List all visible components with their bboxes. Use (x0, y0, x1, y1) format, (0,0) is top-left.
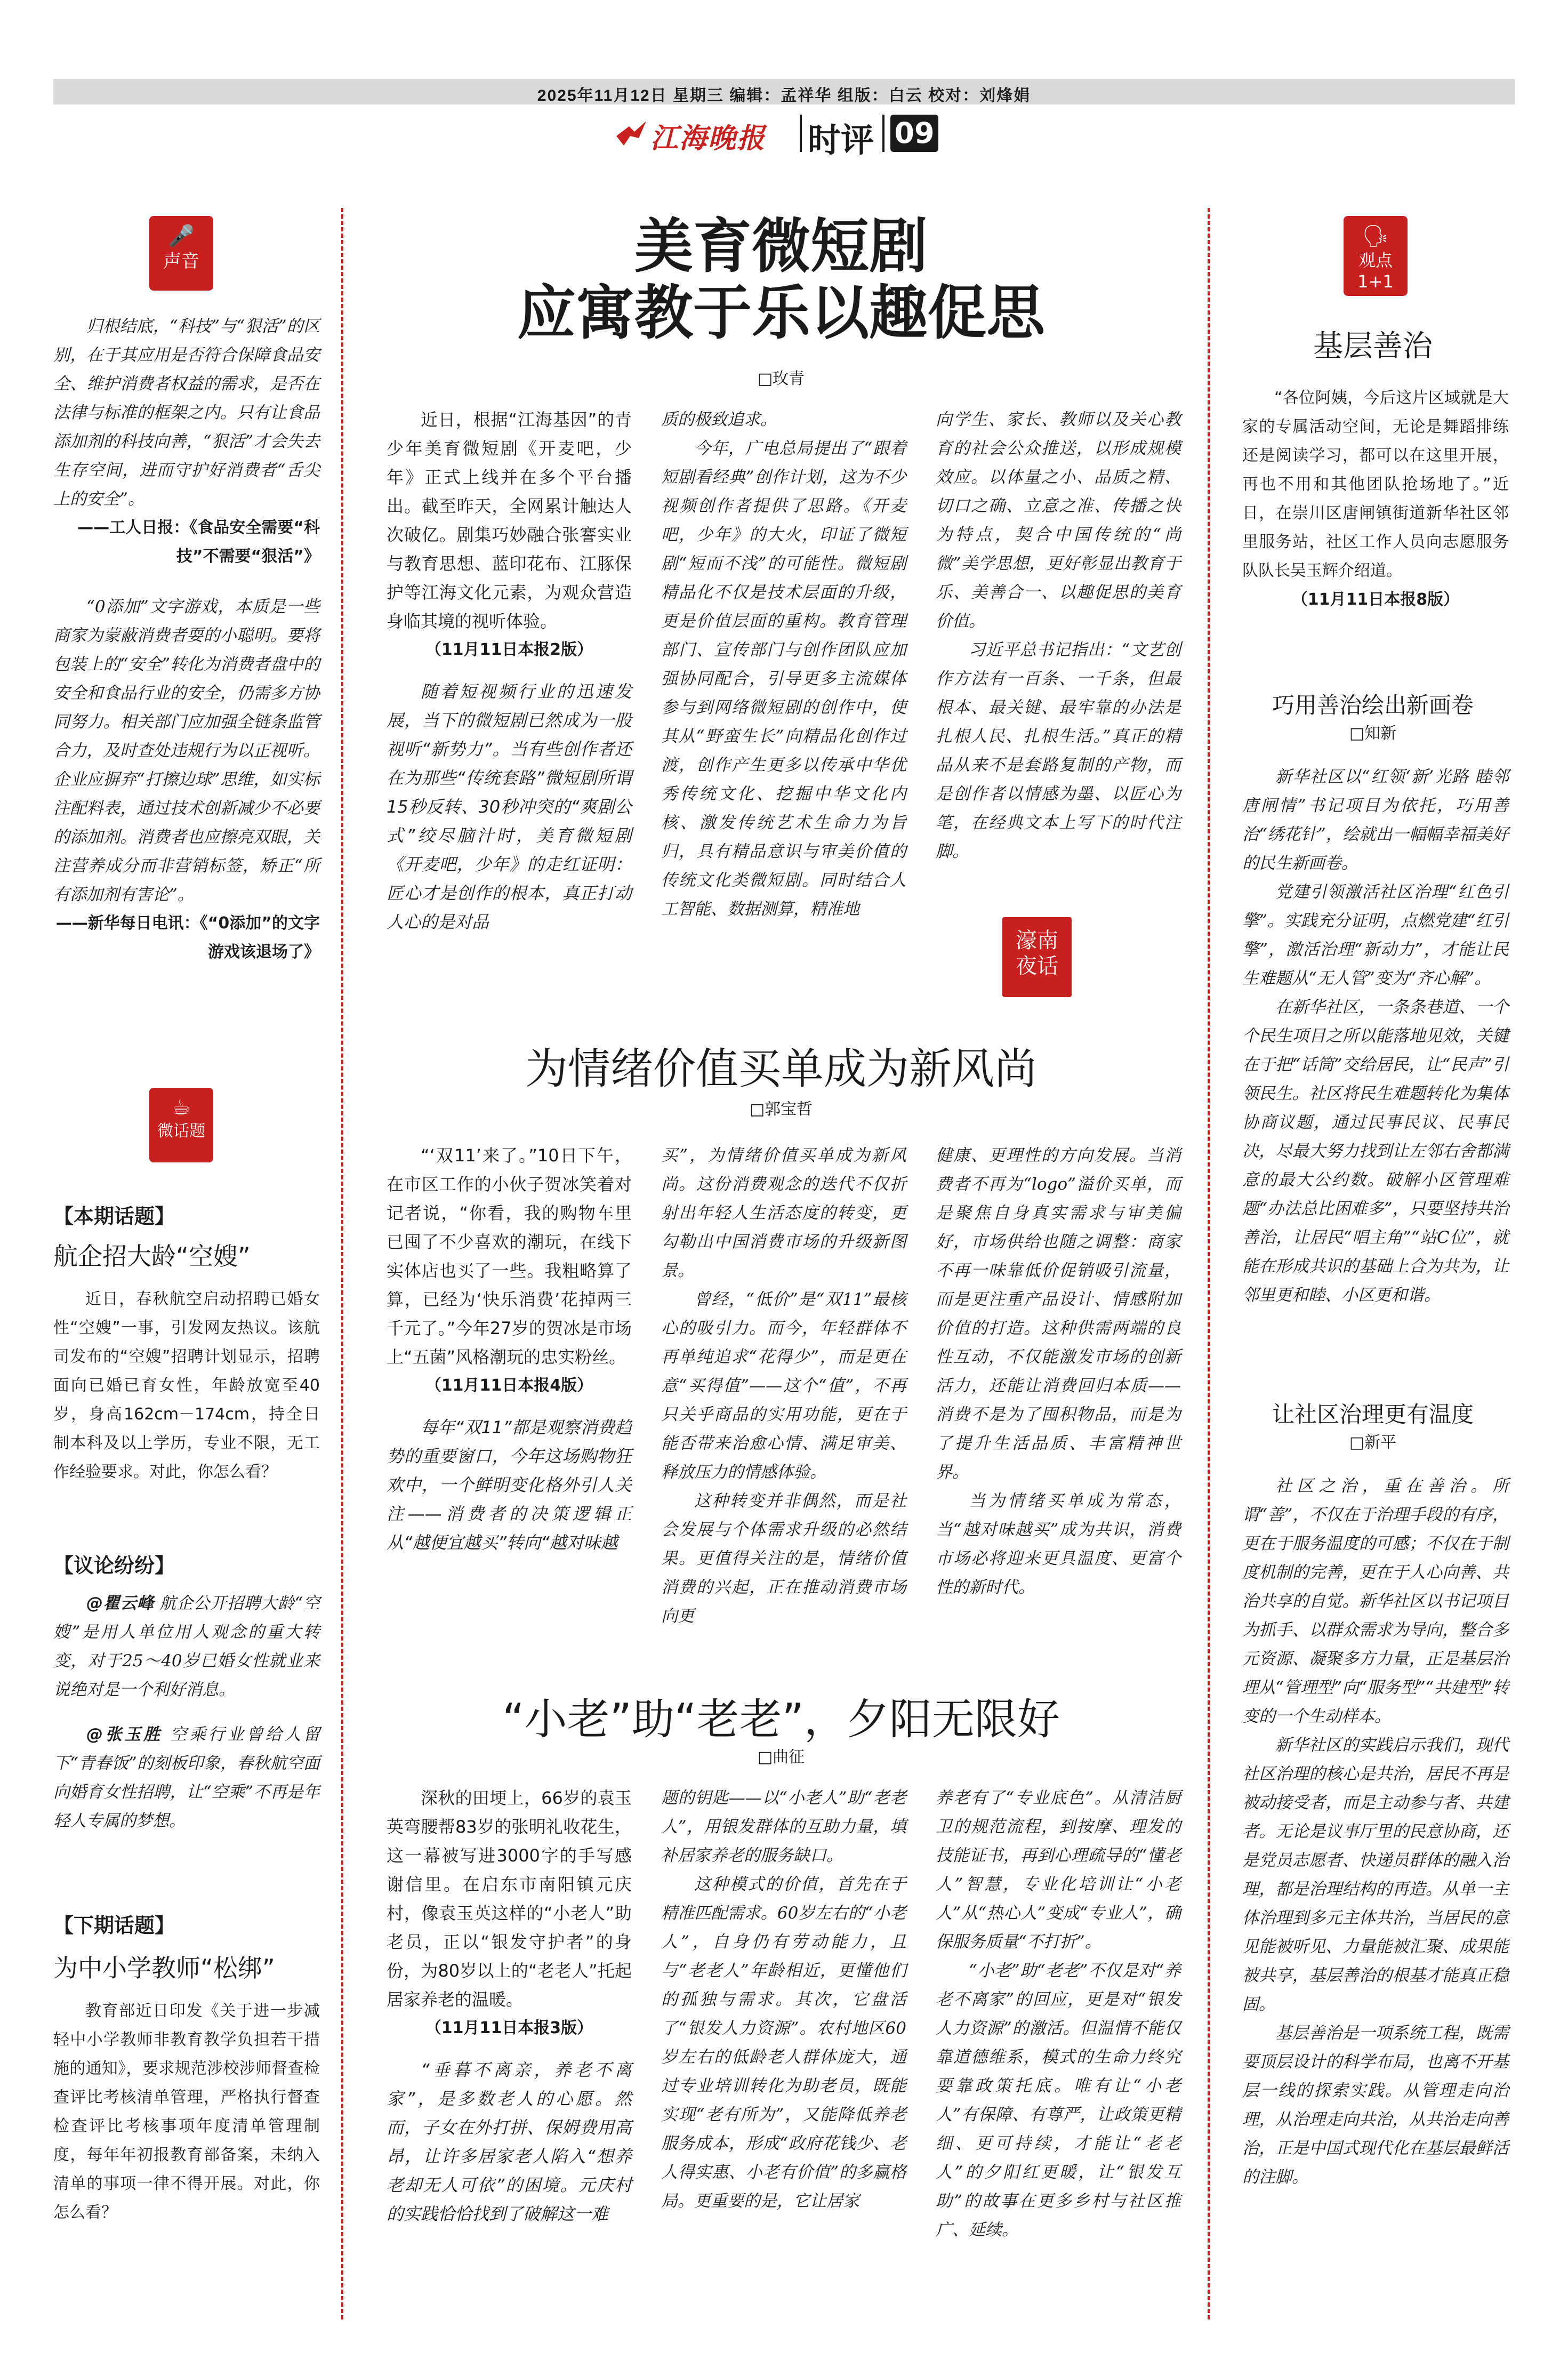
next-topic-label: 【下期话题】 (53, 1914, 175, 1937)
voice-source: ——新华每日电讯：《“0添加”的文字游戏该退场了》 (55, 914, 320, 961)
discussion-label: 【议论纷纷】 (53, 1554, 175, 1577)
viewpoint-badge: 🗣 观点 1+1 (1344, 216, 1408, 296)
masthead (613, 109, 960, 157)
article3-ref: （11月11日本报3版） (425, 2019, 593, 2037)
article3-byline: □曲征 (757, 1748, 805, 1767)
essay2-byline: □新平 (1349, 1433, 1397, 1452)
article2-byline: □郭宝哲 (749, 1100, 813, 1119)
discussion-comments (53, 1589, 320, 1835)
article1-col3: 向学生、家长、教师以及关心教育的社会公众推送，以形成规模效应。以体量之小、品质之精、切口之确、立意之准、传播之快为特点，契合中国传统的“尚微”美学思想，更好彰显出教育于乐、美善合一、以趣促思的美育价值。 习近平总书记指出：“文艺创作方法有一百条、一千条，但最根本、最关键、最牢靠的办法是扎根人民、扎根生活。”真正的精品从来不是套路复制的产物，而是创作者以情感为墨、以匠心为笔，在经典文本上写下的时代注脚。 (936, 410, 1181, 861)
comment-text: 空乘行业曾给人留下“青春饭”的刻板印象，春秋航空面向婚育女性招聘，让“空乘”不再是年轻人专属的梦想。 (53, 1725, 320, 1831)
voice-quote: “0添加”文字游戏，本质是一些商家为蒙蔽消费者耍的小聪明。要将包装上的“安全”转化为消费者盘中的安全和食品行业的安全，仍需多方协同努力。相关部门应加强全链条监管合力，及时查处违规行为以正视听。企业应摒弃“打擦边球”思维，如实标注配料表，通过技术创新减少不必要的添加剂。消费者也应擦亮双眼，关注营养成分而非营销标签，矫正“所有添加剂有害论”。 (53, 597, 320, 904)
next-topic-body: 教育部近日印发《关于进一步减轻中小学教师非教育教学负担若干措施的通知》，要求规范涉校涉师督查检查评比考核清单管理，严格执行督查检查评比考核事项年度清单管理制度，每年年初报教育部备案，未纳入清单的事项一律不得开展。对此，你怎么看？ (53, 2002, 320, 2222)
page-number: 09 (890, 115, 938, 152)
article2-col2: 买”，为情绪价值买单成为新风尚。这份消费观念的迭代不仅折射出年轻人生活态度的转变，更勾勒出中国消费市场的升级新图景。 曾经，“低价”是“双11”最核心的吸引力。而今，年轻群体不再单纯追求“花得少”，而是更在意“买得值”——这个“值”，不再只关乎商品的实用功能，更在于能否带来治愈心情、满足审美、释放压力的情感体验。 这种转变并非偶然，而是社会发展与个体需求升级的必然结果。更值得关注的是，情绪价值消费的兴起，正在推动消费市场向更 (661, 1146, 906, 1626)
article2-ref: （11月11日本报4版） (425, 1376, 593, 1395)
article3-col3: 养老有了“专业底色”。从清洁厨卫的规范流程，到按摩、理发的技能证书，再到心理疏导的“懂老人”智慧，专业化培训让“小老人”从“热心人”变成“专业人”，确保服务质量“不打折”。 “小老”助“老老”不仅是对“养老不离家”的回应，更是对“银发人力资源”的激活。但温情不能仅靠道德维系，模式的生命力终究要靠政策托底。唯有让“小老人”有保障、有尊严，让政策更精细、更可持续，才能让“老老人”的夕阳红更暖，让“银发互助”的故事在更多乡村与社区推广、延续。 (936, 1788, 1181, 2239)
coffee-cup-icon: ☕ (172, 1095, 191, 1120)
article3-title: “小老”助“老老”，夕阳无限好 (502, 1695, 1060, 1744)
article1-title: 美育微短剧 应寓教于乐以趣促思 (517, 212, 1045, 347)
article3-col1: 深秋的田埂上，66岁的袁玉英弯腰帮83岁的张明礼收花生，这一幕被写进3000字的手写感谢信里。在启东市南阳镇元庆村，像袁玉英这样的“小老人”助老员，正以“银发守护者”的身份，为80岁以上的“老老人”托起居家养老的温暖。 （11月11日本报3版） “垂暮不离亲，养老不离家”，是多数老人的心愿。然而，子女在外打拼、保姆费用高昂，让许多居家老人陷入“想养老却无人可依”的困境。元庆村的实践恰恰找到了破解这一难 (387, 1788, 632, 2224)
essay1-body: 新华社区以“红领‘新’光路 睦邻唐闸情”书记项目为依托，巧用善治“绣花针”，绘就出一幅幅幸福美好的民生新画卷。 党建引领激活社区治理“红色引擎”。实践充分证明，点燃党建“红引擎”，激活治理“新动力”，才能让民生难题从“无人管”变为“齐心解”。 在新华社区，一条条巷道、一个个民生项目之所以能落地见效，关键在于把“话筒”交给居民，让“民声”引领民生。社区将民生难题转化为集体协商议题，通过民事民议、民事民决，尽最大努力找到让左邻右舍都满意的最大公约数。破解小区管理难题“办法总比困难多”，只要坚持共治善治，让居民“唱主角”“站C位”，就能在形成共识的基础上合为共为，让邻里更和睦、小区更和谐。 (1242, 767, 1509, 1305)
right-intro-ref: （11月11日本报8版） (1291, 590, 1460, 609)
paper-name: 江海晚报 (650, 123, 766, 155)
masthead-divider (882, 115, 884, 152)
article2-title: 为情绪价值买单成为新风尚 (525, 1044, 1037, 1094)
this-topic-title: 航企招大龄“空嫂” (53, 1242, 251, 1271)
article2-col1: “‘双11’来了。”10日下午，在市区工作的小伙子贺冰笑着对记者说，“你看，我的购物车里已囤了不少喜欢的潮玩，在线下实体店也买了一些。我粗略算了算，已经为‘快乐消费’花掉两三千元了。”今年27岁的贺冰是市场上“五菌”风格潮玩的忠实粉丝。 （11月11日本报4版） 每年“双11”都是观察消费趋势的重要窗口，今年这场购物狂欢中，一个鲜明变化格外引人关注——消费者的决策逻辑正从“越便宜越买”转向“越对味越 (387, 1145, 632, 1553)
voices-section (53, 312, 320, 967)
bird-logo-icon (613, 115, 650, 152)
essay1-title: 巧用善治绘出新画卷 (1272, 692, 1474, 718)
comment-user: @瞿云峰 (86, 1594, 154, 1613)
voices-badge: 🎤 声音 (149, 216, 213, 291)
column-divider (1208, 208, 1210, 2319)
article1-col1: 近日，根据“江海基因”的青少年美育微短剧《开麦吧，少年》正式上线并在多个平台播出。截至昨天，全网累计触达人次破亿。剧集巧妙融合张謇实业与教育思想、蓝印花布、江豚保护等江海文化元素，为观众营造身临其境的视听体验。 （11月11日本报2版） 随着短视频行业的迅速发展，当下的微短剧已然成为一股视听“新势力”。当有些创作者还在为那些“传统套路”微短剧所谓15秒反转、30秒冲突的“爽剧公式”绞尽脑汁时，美育微短剧《开麦吧，少年》的走红证明：匠心才是创作的根本，真正打动人心的是对品 (387, 410, 632, 932)
this-topic-body: 近日，春秋航空启动招聘已婚女性“空嫂”一事，引发网友热议。该航司发布的“空嫂”招聘计划显示，招聘面向已婚已育女性，年龄放宽至40岁，身高162cm－174cm，持全日制本科及以上学历，专业不限，无工作经验要求。对此，你怎么看？ (53, 1290, 320, 1481)
person-icon: 🗣 (1362, 224, 1389, 248)
dateline-bar (53, 79, 1515, 105)
column-seal: 濠南 夜话 (1002, 917, 1072, 997)
essay1-byline: □知新 (1349, 724, 1397, 743)
essay2-title: 让社区治理更有温度 (1272, 1401, 1474, 1427)
article1-ref: （11月11日本报2版） (425, 640, 593, 659)
this-topic-label: 【本期话题】 (53, 1205, 175, 1228)
article1-col2: 质的极致追求。 今年，广电总局提出了“跟着短剧看经典”创作计划，这为不少视频创作者提供了思路。《开麦吧，少年》的大火，印证了微短剧“短而不浅”的可能性。微短剧精品化不仅是技术层面的升级，更是价值层面的重构。教育管理部门、宣传部门与创作团队应加强协同配合，引导更多主流媒体参与到网络微短剧的创作中，使其从“野蛮生长”向精品化创作过渡，创作产生更多以传承中华优秀传统文化、挖掘中华文化内核、激发传统艺术生命力为旨归，具有精品意识与审美价值的传统文化类微短剧。同时结合人工智能、数据测算，精准地 (661, 410, 906, 919)
essay2-body: 社区之治，重在善治。所谓“善”，不仅在于治理手段的有序，更在于服务温度的可感；不仅在于制度机制的完善，更在于人心向善、共治共享的自觉。新华社区以书记项目为抓手、以群众需求为导向，整合多元资源、凝聚多方力量，正是基层治理从“管理型”向“服务型”“共建型”转变的一个生动样本。 新华社区的实践启示我们，现代社区治理的核心是共治，居民不再是被动接受者，而是主动参与者、共建者。无论是议事厅里的民意协商，还是党员志愿者、快递员群体的融入治理，都是治理结构的再造。从单一主体治理到多元主体共治，当居民的意见能被听见、力量能被汇聚、成果能被共享，基层善治的根基才能真正稳固。 基层善治是一项系统工程，既需要顶层设计的科学布局，也离不开基层一线的探索实践。从管理走向治理，从治理走向共治，从共治走向善治，正是中国式现代化在基层最鲜活的注脚。 (1242, 1476, 1509, 2187)
dateline: 2025年11月12日 星期三 编辑：孟祥华 组版：白云 校对：刘烽娟 (537, 87, 1031, 105)
comment-text: 航企公开招聘大龄“空嫂”是用人单位用人观念的重大转变，对于25～40岁已婚女性就业来说绝对是一个利好消息。 (53, 1594, 320, 1699)
voice-source: ——工人日报：《食品安全需要“科技”不需要“狠活”》 (77, 518, 320, 566)
right-heading: 基层善治 (1313, 329, 1433, 364)
comment-user: @张玉胜 (86, 1725, 163, 1744)
column-divider (341, 208, 343, 2319)
masthead-divider (800, 115, 802, 152)
voice-quote: 归根结底，“科技”与“狠活”的区别，在于其应用是否符合保障食品安全、维护消费者权益的需求，是否在法律与标准的框架之内。只有让食品添加剂的科技向善，“狠活”才会失去生存空间，进而守护好消费者“舌尖上的安全”。 (53, 317, 320, 509)
article2-col3: 健康、更理性的方向发展。当消费者不再为“logo”溢价买单，而是聚焦自身真实需求与审美偏好，市场供给也随之调整：商家不再一味靠低价促销吸引流量，而是更注重产品设计、情感附加价值的打造。这种供需两端的良性互动，不仅能激发市场的创新活力，还能让消费回归本质——消费不是为了囤积物品，而是为了提升生活品质、丰富精神世界。 当为情绪买单成为常态，当“越对味越买”成为共识，消费市场必将迎来更具温度、更富个性的新时代。 (936, 1146, 1181, 1597)
article1-byline: □玫青 (757, 370, 805, 388)
micro-topic-badge: ☕ 微话题 (149, 1088, 213, 1162)
article3-col2: 题的钥匙——以“小老人”助“老老人”，用银发群体的互助力量，填补居家养老的服务缺口。 这种模式的价值，首先在于精准匹配需求。60岁左右的“小老人”，自身仍有劳动能力，且与“老老人”年龄相近，更懂他们的孤独与需求。其次，它盘活了“银发人力资源”。农村地区60岁左右的低龄老人群体庞大，通过专业培训转化为助老员，既能实现“老有所为”，又能降低养老服务成本，形成“政府花钱少、老人得实惠、小老有价值”的多赢格局。更重要的是，它让居家 (661, 1788, 906, 2211)
section-name: 时评 (808, 121, 874, 159)
right-intro: “各位阿姨，今后这片区域就是大家的专属活动空间，无论是舞蹈排练还是阅读学习，都可以在这里开展，再也不用和其他团队抢场地了。”近日，在崇川区唐闸镇街道新华社区邻里服务站，社区工作人员向志愿服务队队长吴玉辉介绍道。 （11月11日本报8版） (1242, 384, 1509, 614)
next-topic-title: 为中小学教师“松绑” (53, 1954, 275, 1982)
microphone-icon: 🎤 (168, 224, 195, 248)
